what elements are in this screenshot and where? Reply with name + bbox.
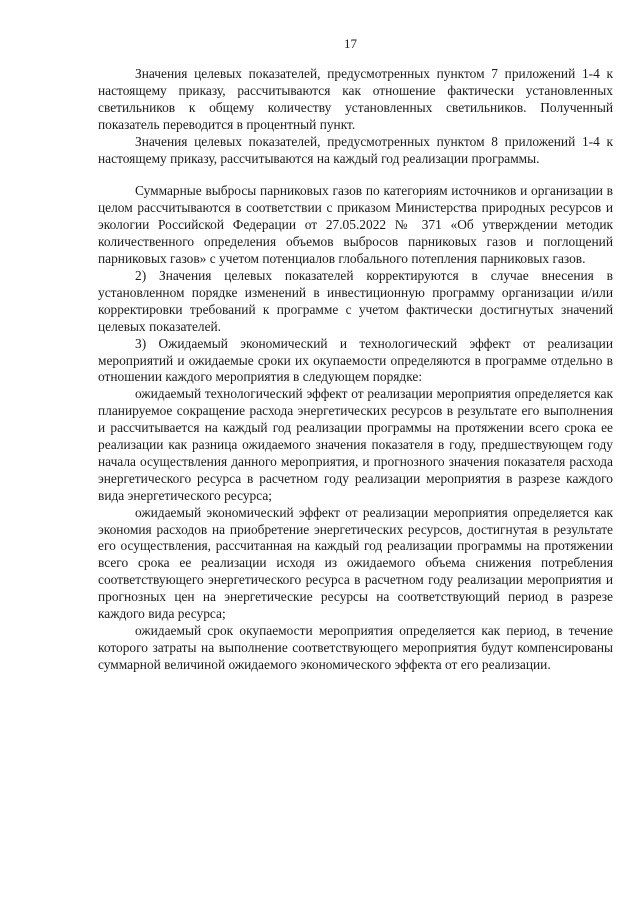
paragraph-gap [98, 167, 613, 183]
page-number: 17 [344, 36, 357, 51]
paragraph-item-3: 3) Ожидаемый экономический и технологический эффект от реализации мероприятий и ожидаемые сроки их окупаемости определяются в программе отдельно в отношении каждого мероприятия в следующем порядке: [98, 335, 613, 385]
paragraph-indicator-8: Значения целевых показателей, предусмотренных пунктом 8 приложений 1-4 к настоящему приказу, рассчитываются на каждый год реализации программы. [98, 133, 613, 166]
paragraph-item-2: 2) Значения целевых показателей корректируются в случае внесения в установленном порядке изменений в инвестиционную программу организации и/или корректировки требований к программе с учетом фактически достигнутых значений целевых показателей. [98, 267, 613, 334]
paragraph-economic-effect: ожидаемый экономический эффект от реализации мероприятия определяется как экономия расходов на приобретение энергетических ресурсов, достигнутая в результате его осуществления, рассчитанная на каждый год реализации программы на протяжении всего срока ее реализации исходя из ожидаемого объема снижения потребления соответствующего энергетического ресурса в расчетном году реализации мероприятия и прогнозных цен на энергетические ресурсы на соответствующий период в разрезе каждого вида ресурса; [98, 504, 613, 622]
paragraph-technological-effect: ожидаемый технологический эффект от реализации мероприятия определяется как планируемое сокращение расхода энергетических ресурсов в результате его выполнения и рассчитывается на каждый год реализации программы на протяжении всего срока ее реализации как разница ожидаемого значения показателя в году, предшествующем году начала осуществления данного мероприятия, и прогнозного значения показателя расхода энергетического ресурса в расчетном году реализации мероприятия в разрезе каждого вида энергетического ресурса; [98, 386, 613, 503]
paragraph-indicator-7: Значения целевых показателей, предусмотренных пунктом 7 приложений 1-4 к настоящему приказу, рассчитываются как отношение фактически установленных светильников к общему количеству установленных светильников. Полученный показатель переводится в процентный пункт. [98, 66, 613, 132]
paragraph-greenhouse-emissions: Суммарные выбросы парниковых газов по категориям источников и организации в целом рассчитываются в соответствии с приказом Министерства природных ресурсов и экологии Российской Федерации от 27.05.2022 № 371 «Об утверждении методик количественного определения объемов выбросов парниковых газов и поглощений парниковых газов» с учетом потенциалов глобального потепления парниковых газов. [98, 183, 613, 267]
paragraph-payback-period: ожидаемый срок окупаемости мероприятия определяется как период, в течение которого затраты на выполнение соответствующего мероприятия будут компенсированы суммарной величиной ожидаемого экономического эффекта от его реализации. [98, 623, 613, 672]
